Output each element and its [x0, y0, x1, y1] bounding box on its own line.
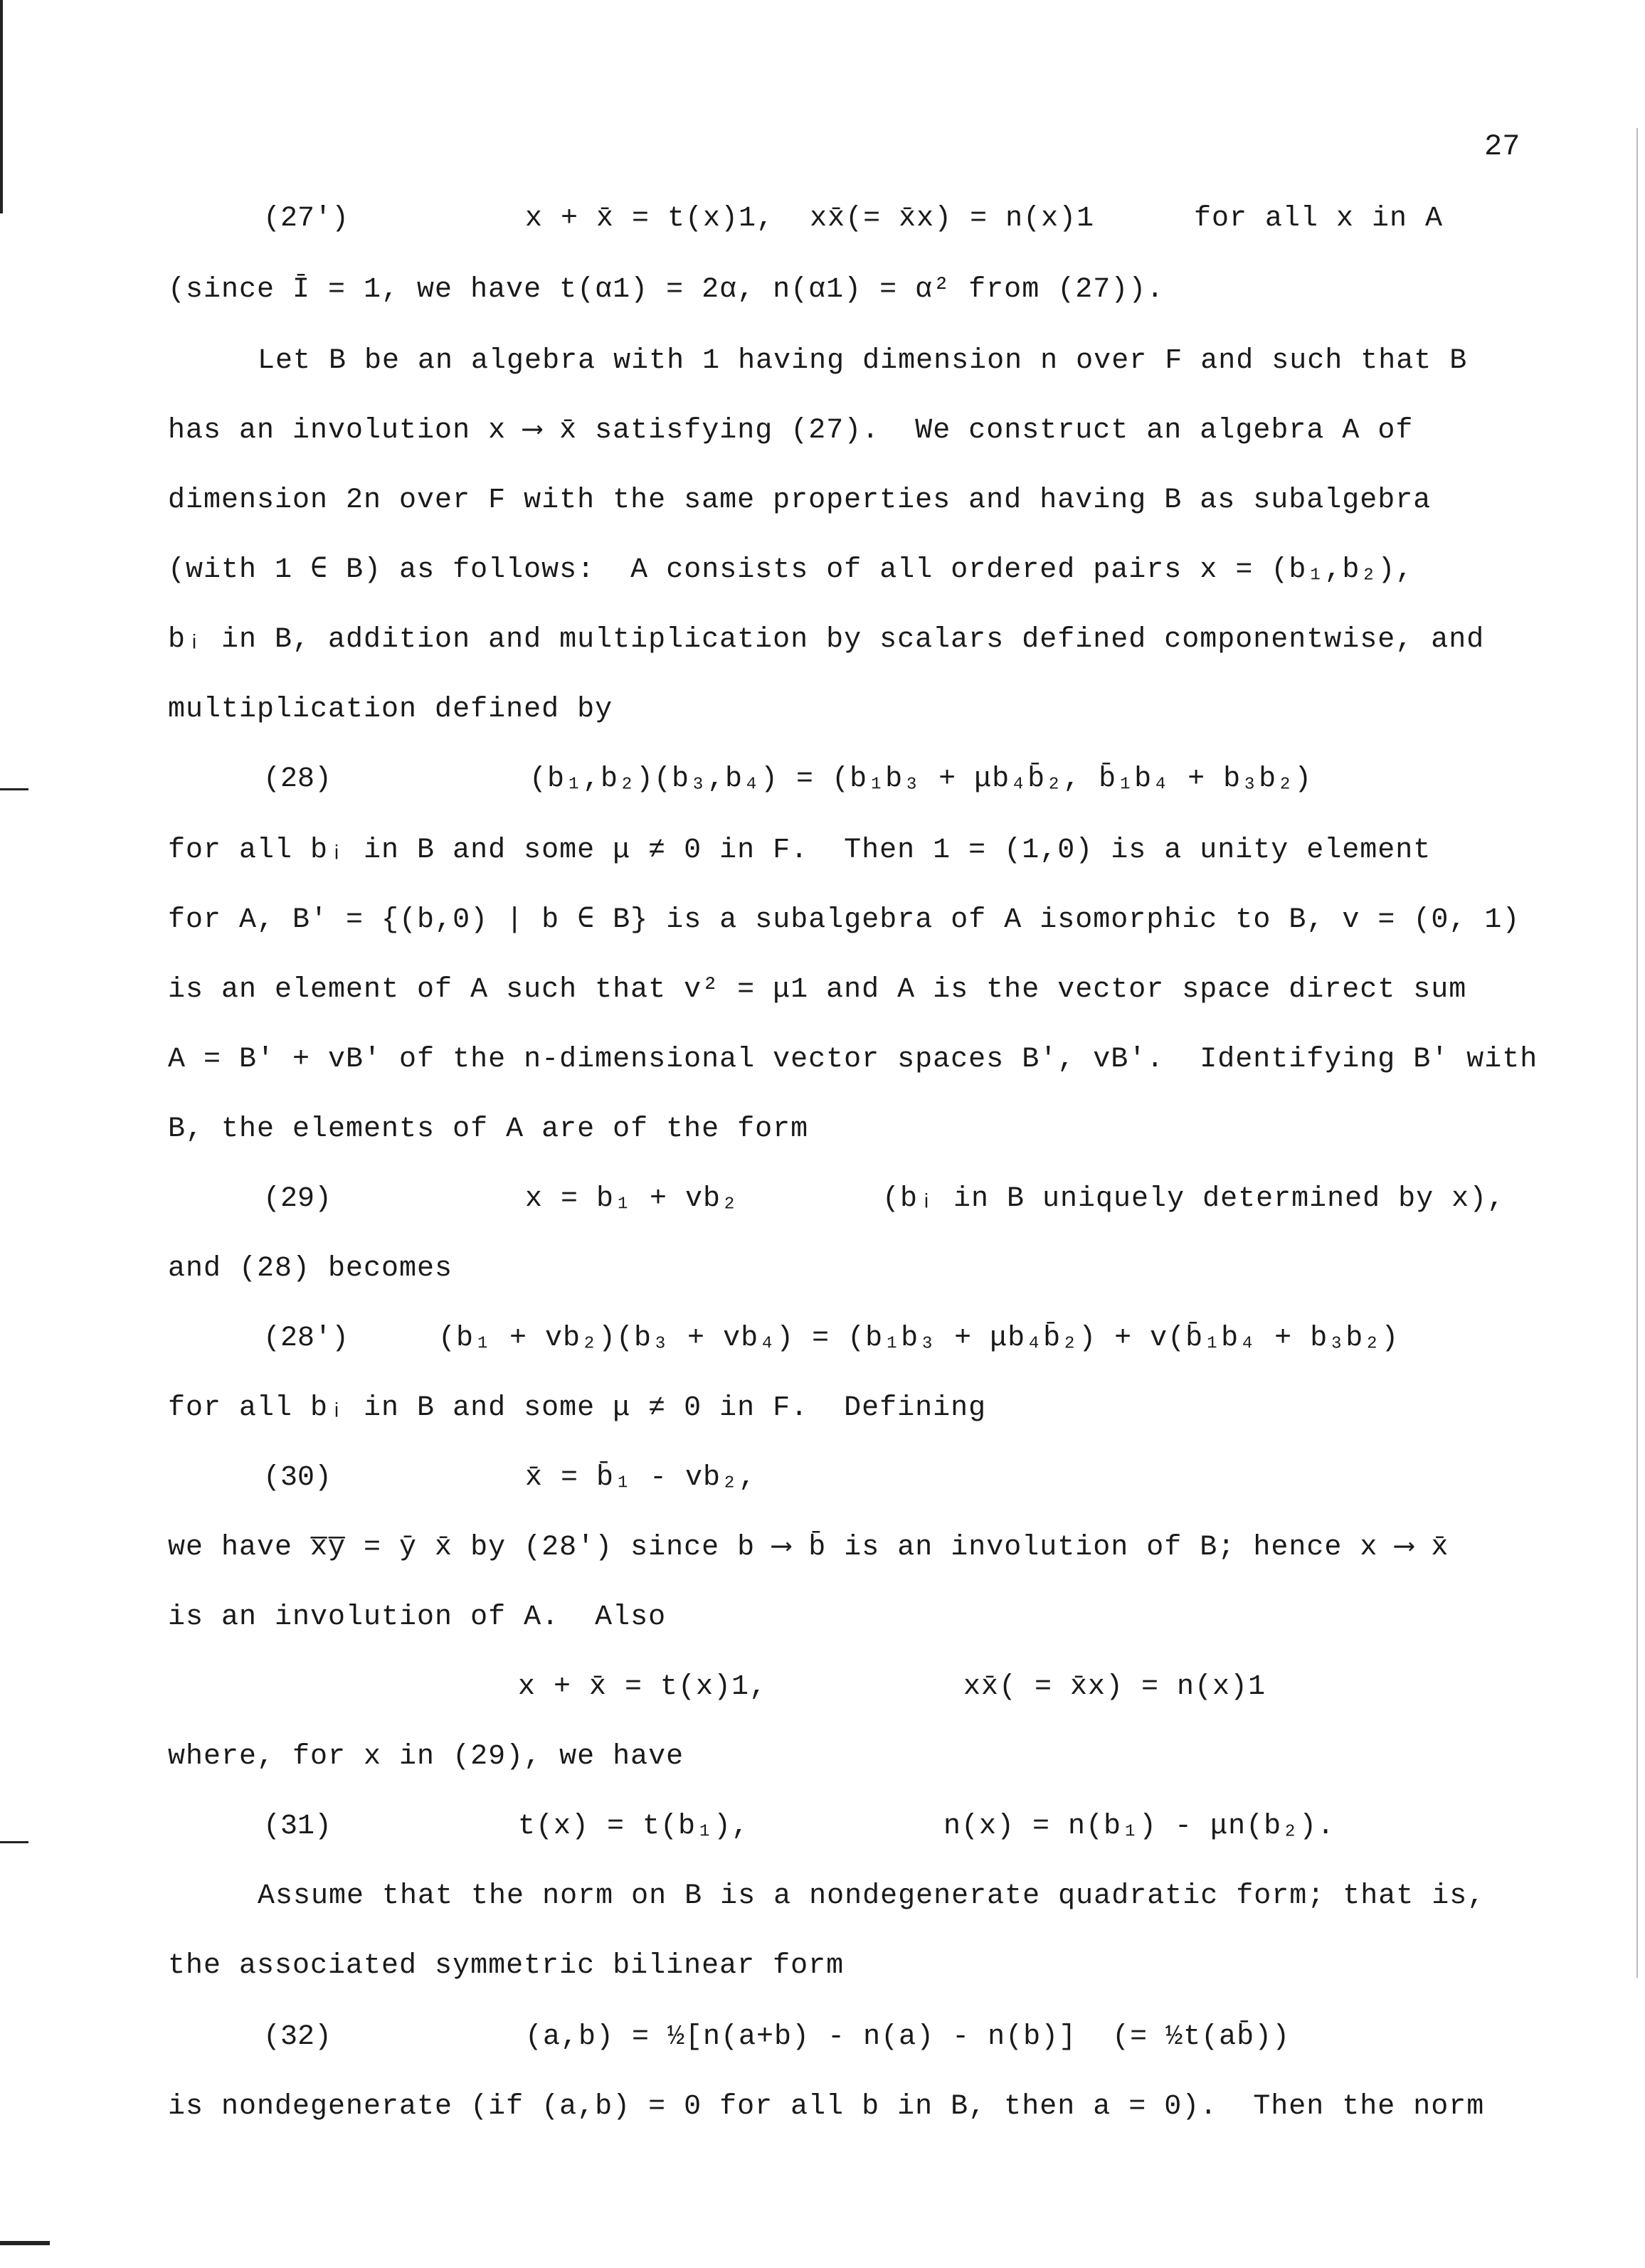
- right-edge-mark: [1636, 128, 1638, 1978]
- page-number: 27: [1484, 129, 1520, 164]
- left-binding-mark: [0, 0, 3, 213]
- equation-number-31: (31): [263, 1811, 332, 1843]
- equation-31-trace: t(x) = t(b₁),: [518, 1811, 750, 1843]
- left-tick-mark: [0, 1841, 28, 1843]
- equation-number-29: (29): [263, 1183, 332, 1215]
- text-line: where, for x in (29), we have: [168, 1741, 684, 1773]
- text-line: for all bᵢ in B and some μ ≠ 0 in F. Then 1 = (1,0) is a unity element: [168, 834, 1432, 867]
- equation-29-note: (bᵢ in B uniquely determined by x),: [882, 1183, 1506, 1215]
- text-line: Assume that the norm on B is a nondegenerate quadratic form; that is,: [258, 1880, 1486, 1912]
- text-line: (with 1 ∈ B) as follows: A consists of all ordered pairs x = (b₁,b₂),: [168, 554, 1414, 586]
- text-line: for all bᵢ in B and some μ ≠ 0 in F. Defining: [168, 1392, 987, 1424]
- equation-trace: x + x̄ = t(x)1,: [518, 1671, 768, 1703]
- equation-norm: xx̄( = x̄x) = n(x)1: [963, 1671, 1266, 1703]
- equation-27p: x + x̄ = t(x)1, xx̄(= x̄x) = n(x)1: [525, 203, 1095, 235]
- equation-number-32: (32): [263, 2021, 332, 2053]
- text-line: the associated symmetric bilinear form: [168, 1950, 845, 1982]
- equation-number-28p: (28'): [263, 1323, 349, 1355]
- equation-28: (b₁,b₂)(b₃,b₄) = (b₁b₃ + μb₄b̄₂, b̄₁b₄ + b₃b₂): [529, 763, 1313, 795]
- text-line: is an involution of A. Also: [168, 1601, 667, 1633]
- bottom-left-mark: [0, 2241, 50, 2245]
- text-line: multiplication defined by: [168, 694, 613, 726]
- text-line: B, the elements of A are of the form: [168, 1113, 809, 1145]
- text-line: and (28) becomes: [168, 1253, 453, 1285]
- equation-27p-condition: for all x in A: [1194, 203, 1444, 235]
- equation-32: (a,b) = ½[n(a+b) - n(a) - n(b)] (= ½t(ab̄)): [525, 2021, 1291, 2053]
- equation-29: x = b₁ + vb₂: [525, 1183, 739, 1215]
- text-line: A = B' + vB' of the n-dimensional vector spaces B', vB'. Identifying B' with: [168, 1044, 1538, 1076]
- text-line: has an involution x ⟶ x̄ satisfying (27). We construct an algebra A of: [168, 415, 1414, 447]
- equation-28p: (b₁ + vb₂)(b₃ + vb₄) = (b₁b₃ + μb₄b̄₂) + v(b̄₁b₄ + b₃b₂): [438, 1323, 1400, 1355]
- text-line: is an element of A such that v² = μ1 and A is the vector space direct sum: [168, 974, 1467, 1006]
- equation-30: x̄ = b̄₁ - vb₂,: [525, 1462, 757, 1494]
- equation-number-30: (30): [263, 1462, 332, 1494]
- text-line: bᵢ in B, addition and multiplication by scalars defined componentwise, and: [168, 624, 1485, 656]
- text-line: is nondegenerate (if (a,b) = 0 for all b in B, then a = 0). Then the norm: [168, 2091, 1485, 2123]
- equation-31-norm: n(x) = n(b₁) - μn(b₂).: [943, 1811, 1335, 1843]
- text-line: Let B be an algebra with 1 having dimension n over F and such that B: [258, 345, 1468, 377]
- equation-number-28: (28): [263, 763, 332, 795]
- text-line: we have x̅y̅ = ȳ x̄ by (28') since b ⟶ b̄ is an involution of B; hence x ⟶ x̄: [168, 1532, 1449, 1564]
- text-line: for A, B' = {(b,0) | b ∈ B} is a subalgebra of A isomorphic to B, v = (0, 1): [168, 904, 1520, 936]
- text-line: dimension 2n over F with the same properties and having B as subalgebra: [168, 484, 1432, 516]
- equation-number-27p: (27'): [263, 203, 349, 235]
- left-tick-mark: [0, 788, 28, 790]
- text-line: (since Ī = 1, we have t(α1) = 2α, n(α1) = α² from (27)).: [168, 274, 1165, 306]
